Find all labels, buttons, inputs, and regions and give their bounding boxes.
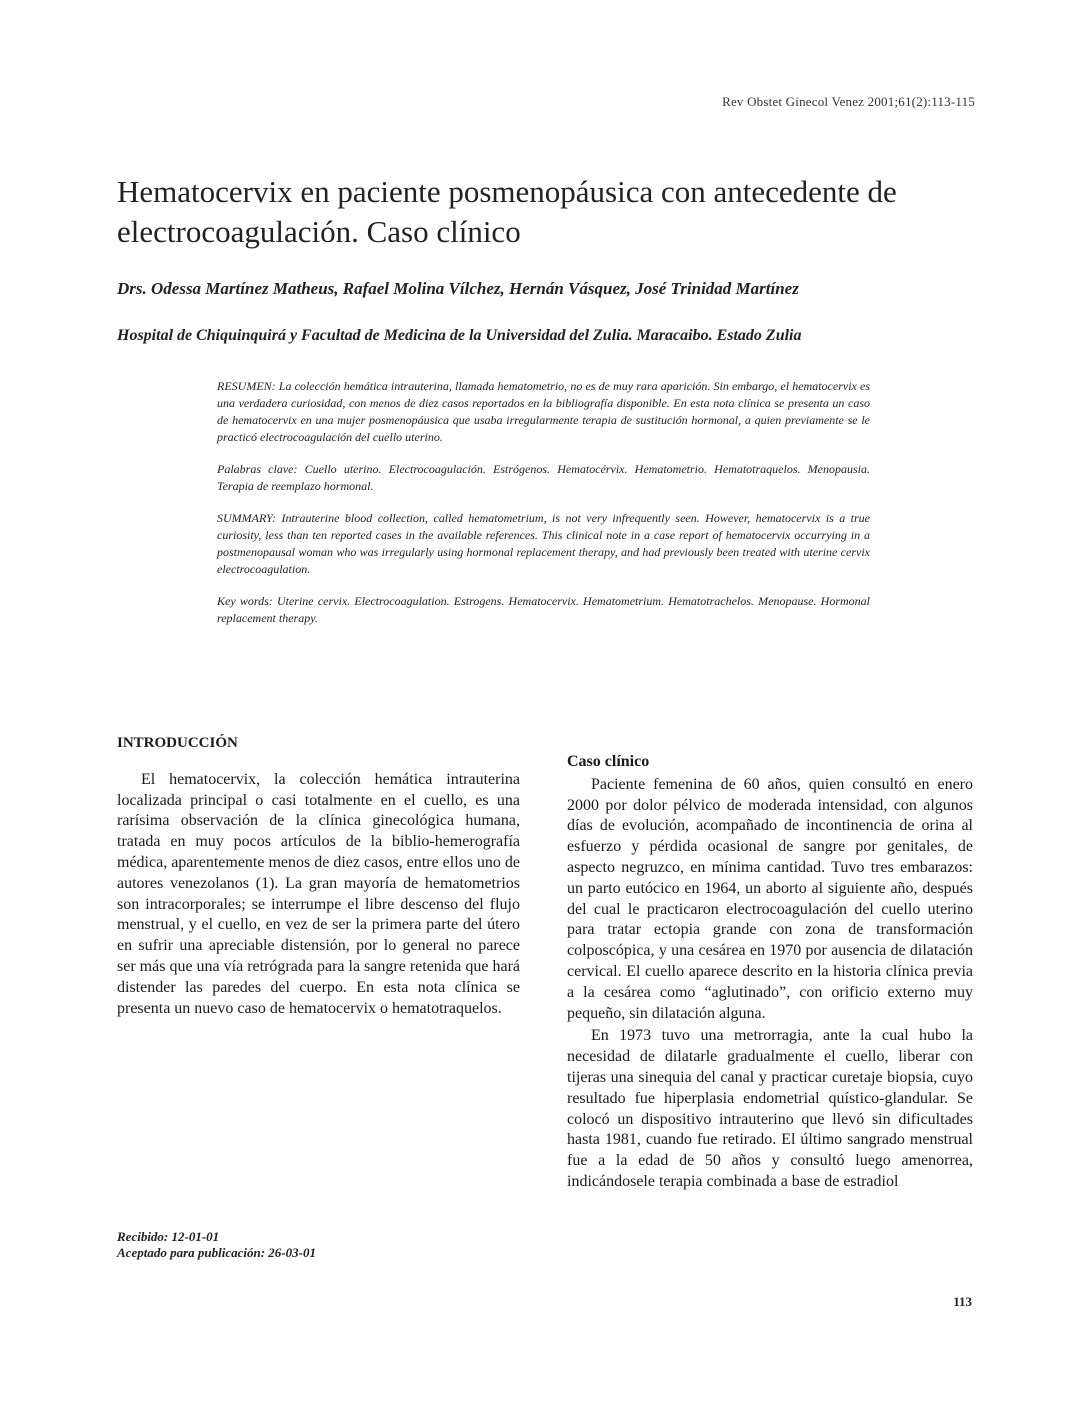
received-date: Recibido: 12-01-01 xyxy=(117,1229,220,1244)
caso-clinico-paragraph: En 1973 tuvo una metrorragia, ante la cual hubo la necesidad de dilatarle gradualmente el cuello, liberar con tijeras una sinequia del canal y practicar curetaje biopsia, cuyo resultado fue hiperplasia endometrial quístico-glandular. Se colocó un dispositivo intrauterino que llevó sin dificultades hasta 1981, cuando fue retirado. El último sangrado menstrual fue a la edad de 50 años y consultó luego amenorrea, indicándosele terapia combinada a base de estradiol xyxy=(567,1027,973,1190)
left-column xyxy=(117,733,520,1019)
introduccion-paragraph: El hematocervix, la colección hemática intrauterina localizada principal o casi totalmente en el cuello, es una rarísima observación de la clínica ginecológica humana, tratada en muy pocos artículos de la biblio-hemerografía médica, aparentemente menos de diez casos, entre ellos uno de autores venezolanos (1). La gran mayoría de hematometrios son intracorporales; se interrumpe el libre descenso del flujo menstrual, y el cuello, en vez de ser la primera parte del útero en sufrir una apreciable distensión, por lo general no parece ser más que una vía retrógrada para la sangre retenida que hará distender las paredes del cuerpo. En esta nota clínica se presenta un nuevo caso de hematocervix o hematotraquelos. xyxy=(117,770,520,1017)
caso-clinico-paragraph: Paciente femenina de 60 años, quien consultó en enero 2000 por dolor pélvico de moderada intensidad, con algunos días de evolución, acompañado de incontinencia de orina al esfuerzo y pérdida ocasional de sangre por genitales, de aspecto negruzco, en mínima cantidad. Tuvo tres embarazos: un parto eutócico en 1964, un aborto al siguiente año, después del cual le practicaron electrocoagulación del cuello uterino para tratar ectopia grande con zona de transformación colposcópica, y una cesárea en 1970 por ausencia de dilatación cervical. El cuello aparece descrito en la historia clínica previa a la cesárea como “aglutinado”, con orificio externo muy pequeño, sin dilatación alguna. xyxy=(567,775,973,1022)
abstract-block xyxy=(217,378,870,642)
accepted-date: Aceptado para publicación: 26-03-01 xyxy=(117,1245,316,1260)
journal-reference: Rev Obstet Ginecol Venez 2001;61(2):113-115 xyxy=(722,94,975,109)
article-title: Hematocervix en paciente posmenopáusica con antecedente de electrocoagulación. Caso clínico xyxy=(117,174,897,249)
summary-paragraph: SUMMARY: Intrauterine blood collection, called hematometrium, is not very infrequently seen. However, hematocervix is a true curiosity, less than ten reported cases in the available references. This clinical note in a case report of hematocervix occurrying in a postmenopausal woman who was irregularly using hormonal replacement therapy, and had previously been treated with uterine cervix electrocoagulation. xyxy=(217,511,870,576)
article-authors: Drs. Odessa Martínez Matheus, Rafael Molina Vílchez, Hernán Vásquez, José Trinidad Martínez xyxy=(117,279,799,298)
introduccion-heading: INTRODUCCIÓN xyxy=(117,735,238,751)
palabras-clave-paragraph: Palabras clave: Cuello uterino. Electrocoagulación. Estrógenos. Hematocérvix. Hematometrio. Hematotraquelos. Menopausia. Terapia de reemplazo hormonal. xyxy=(217,462,870,493)
page-number: 113 xyxy=(953,1294,972,1309)
key-words-paragraph: Key words: Uterine cervix. Electrocoagulation. Estrogens. Hematocervix. Hematometrium. Hematotrachelos. Menopause. Hormonal replacement therapy. xyxy=(217,594,870,625)
resumen-paragraph: RESUMEN: La colección hemática intrauterina, llamada hematometrio, no es de muy rara aparición. Sin embargo, el hematocervix es una verdadera curiosidad, con menos de diez casos reportados en la bibliografía disponible. En esta nota clínica se presenta un caso de hematocervix en una mujer posmenopáusica que usaba irregularmente terapia de sustitución hormonal, a quien previamente se le practicó electrocoagulación del cuello uterino. xyxy=(217,379,870,444)
right-column xyxy=(567,752,973,1193)
article-affiliation: Hospital de Chiquinquirá y Facultad de Medicina de la Universidad del Zulia. Maracaibo. Estado Zulia xyxy=(117,327,802,344)
submission-dates xyxy=(117,1229,316,1261)
caso-clinico-heading: Caso clínico xyxy=(567,753,650,770)
